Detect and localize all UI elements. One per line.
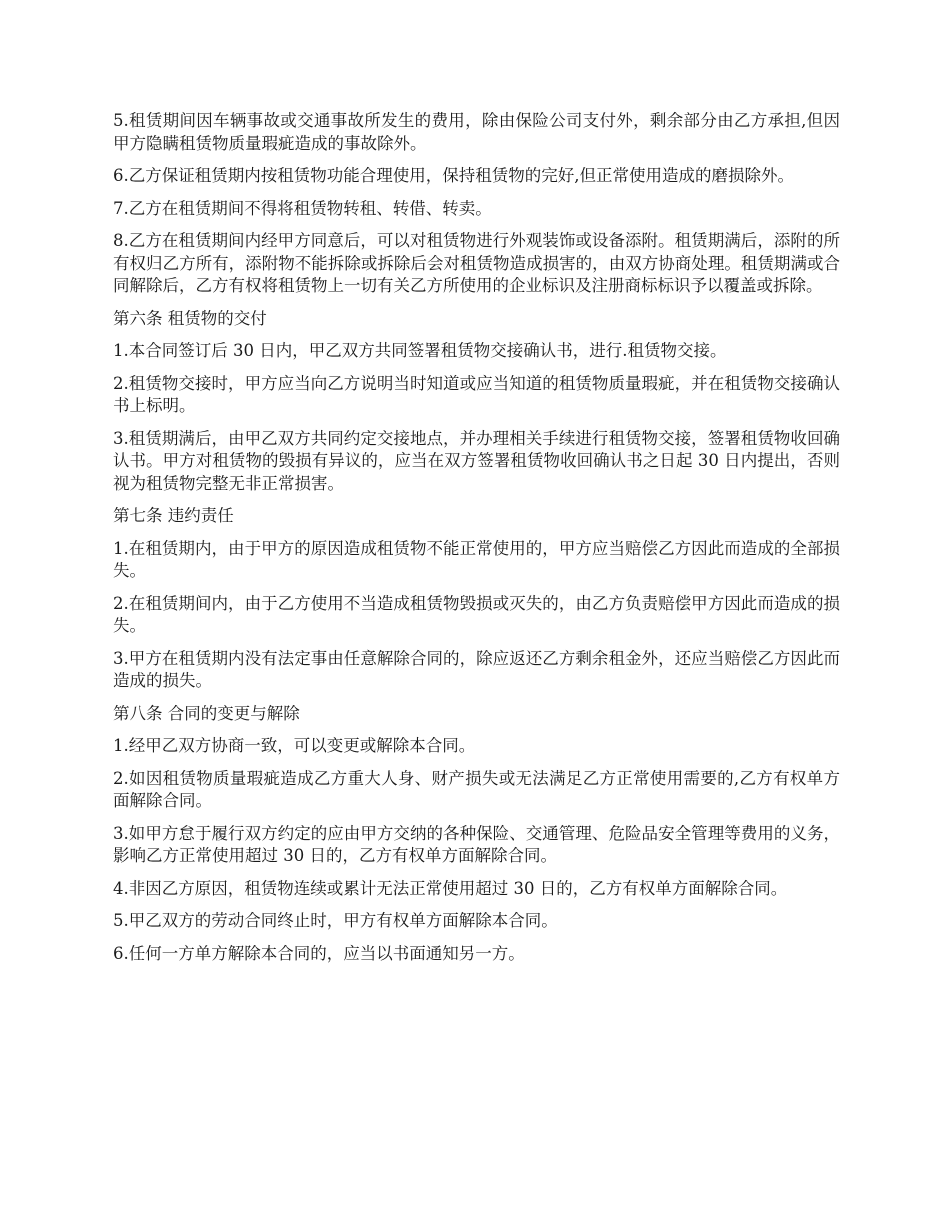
clause-item: 8.乙方在租赁期间内经甲方同意后，可以对租赁物进行外观装饰或设备添附。租赁期满后，添附的所有权归乙方所有，添附物不能拆除或拆除后会对租赁物造成损害的，由双方协商处理。租赁期满或合同解除后，乙方有权将租赁物上一切有关乙方所使用的企业标识及注册商标标识予以覆盖或拆除。 [113, 231, 840, 295]
article-heading: 第六条 租赁物的交付 [113, 308, 267, 328]
clause-item: 1.本合同签订后 30 日内，甲乙双方共同签署租赁物交接确认书，进行.租赁物交接。 [113, 341, 727, 360]
clause-item: 3.租赁期满后，由甲乙双方共同约定交接地点，并办理相关手续进行租赁物交接，签署租赁物收回确认书。甲方对租赁物的毁损有异议的，应当在双方签署租赁物收回确认书之日起 30 日内提出，否则视为租赁物完整无非正常损害。 [113, 428, 840, 493]
clause-item: 1.经甲乙双方协商一致，可以变更或解除本合同。 [113, 736, 476, 755]
clause-item: 2.租赁物交接时，甲方应当向乙方说明当时知道或应当知道的租赁物质量瑕疵，并在租赁物交接确认书上标明。 [113, 373, 840, 415]
clause-item: 5.租赁期间因车辆事故或交通事故所发生的费用，除由保险公司支付外，剩余部分由乙方承担,但因甲方隐瞒租赁物质量瑕疵造成的事故除外。 [113, 111, 840, 153]
clause-item: 2.如因租赁物质量瑕疵造成乙方重大人身、财产损失或无法满足乙方正常使用需要的,乙方有权单方面解除合同。 [113, 768, 840, 810]
document-page [113, 110, 840, 975]
clause-item: 4.非因乙方原因，租赁物连续或累计无法正常使用超过 30 日的，乙方有权单方面解除合同。 [113, 878, 788, 898]
clause-item: 6.乙方保证租赁期内按租赁物功能合理使用，保持租赁物的完好,但正常使用造成的磨损除外。 [113, 166, 794, 185]
clause-item: 1.在租赁期内，由于甲方的原因造成租赁物不能正常使用的，甲方应当赔偿乙方因此而造成的全部损失。 [113, 538, 840, 580]
article-heading: 第八条 合同的变更与解除 [113, 703, 300, 723]
clause-item: 3.如甲方怠于履行双方约定的应由甲方交纳的各种保险、交通管理、危险品安全管理等费用的义务，影响乙方正常使用超过 30 日的，乙方有权单方面解除合同。 [113, 823, 840, 865]
clause-item: 3.甲方在租赁期内没有法定事由任意解除合同的，除应返还乙方剩余租金外，还应当赔偿乙方因此而造成的损失。 [113, 648, 840, 690]
clause-item: 5.甲乙双方的劳动合同终止时，甲方有权单方面解除本合同。 [113, 911, 558, 930]
article-heading: 第七条 违约责任 [113, 506, 234, 525]
clause-item: 6.任何一方单方解除本合同的，应当以书面通知另一方。 [113, 943, 525, 963]
clause-item: 2.在租赁期间内，由于乙方使用不当造成租赁物毁损或灭失的，由乙方负责赔偿甲方因此而造成的损失。 [113, 593, 840, 635]
clause-item: 7.乙方在租赁期间不得将租赁物转租、转借、转卖。 [113, 198, 492, 218]
